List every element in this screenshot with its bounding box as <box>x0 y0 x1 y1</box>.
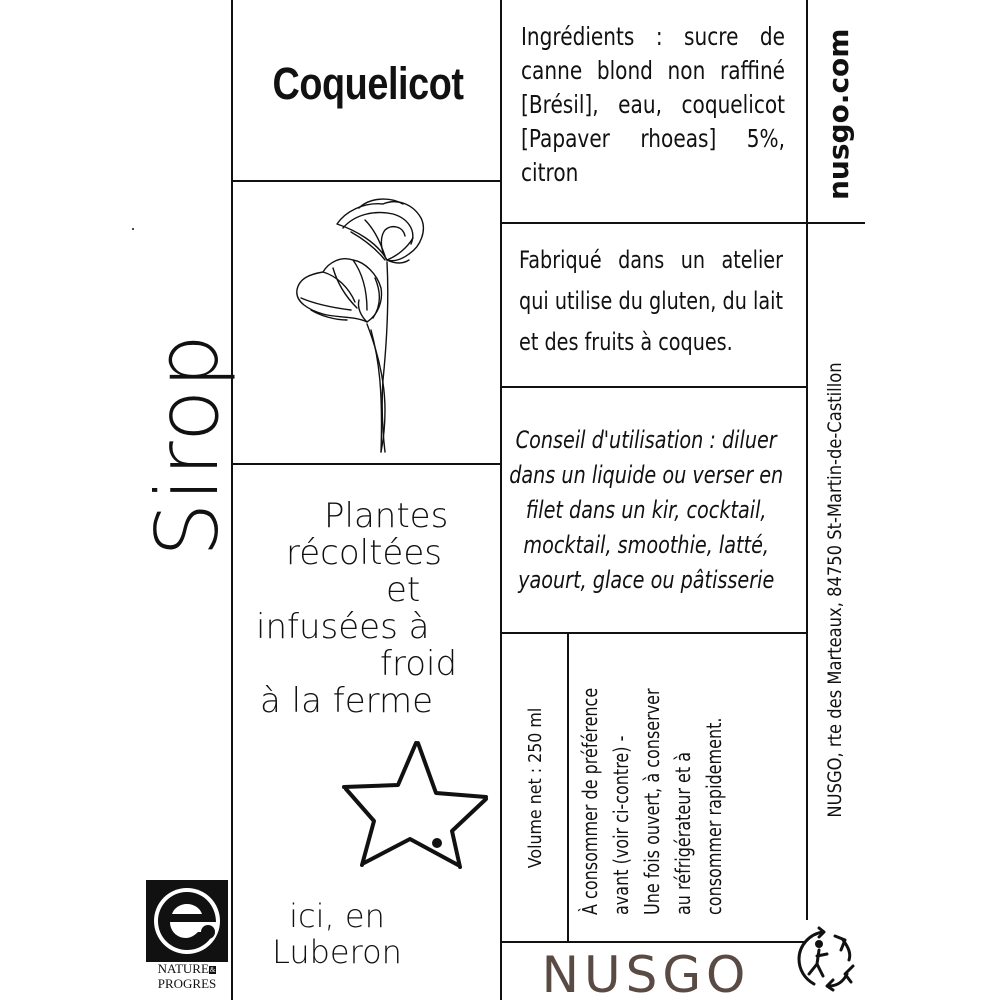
bottom-divider <box>501 941 806 943</box>
certification-line2: PROGRES <box>157 976 217 992</box>
nature-et-progres-logo-icon <box>146 880 228 962</box>
volume-divider <box>567 633 569 941</box>
certification-label <box>146 962 228 991</box>
storage-line: consommer rapidement. <box>702 717 726 915</box>
product-name: Coquelicot <box>272 58 464 109</box>
flower-divider <box>233 463 500 465</box>
usage-advice: Conseil d'utilisation : diluer dans un liquide ou verser en filet dans un kir, cocktail, mocktail, smoothie, latté, yaourt, glace ou pâtisserie <box>509 426 784 594</box>
origin-text <box>252 898 422 970</box>
ingredients-divider <box>501 222 865 224</box>
tagline-line: Plantes <box>324 496 449 536</box>
center-vertical-rule <box>500 0 502 1000</box>
certification-amp: & <box>209 966 216 975</box>
producer-address: NUSGO, rte des Marteaux, 84750 St-Martin-de-Castillon <box>824 362 846 818</box>
brand-name: NUSGO <box>541 946 751 1004</box>
origin-line: ici, en <box>289 897 385 935</box>
storage-line: avant (voir ci-contre) - <box>609 735 633 915</box>
tagline-line: froid <box>380 644 458 684</box>
right-vertical-rule-lower <box>806 225 808 920</box>
website-link[interactable]: nusgo.com <box>822 28 855 200</box>
star-outline-logo-icon <box>340 735 495 870</box>
storage-line: au réfrigérateur et à <box>671 751 695 915</box>
tagline-line: et <box>386 570 421 610</box>
allergen-statement: Fabriqué dans un atelier qui utilise du gluten, du lait et des fruits à coques. <box>519 246 783 356</box>
tagline <box>238 498 472 720</box>
ingredients-text: Ingrédients : sucre de canne blond non raffiné [Brésil], eau, coquelicot [Papaver rhoeas] 5%, citron <box>521 22 786 187</box>
tagline-line: à la ferme <box>260 681 434 721</box>
allergens-divider <box>501 386 806 388</box>
certification-line1: NATURE <box>157 961 209 976</box>
storage-line: À consommer de préférence <box>578 687 602 915</box>
origin-line: Luberon <box>272 933 402 971</box>
triman-recycling-icon <box>793 926 859 992</box>
storage-line: Une fois ouvert, à conserver <box>640 688 664 915</box>
nature-et-progres-logo <box>146 880 228 991</box>
net-volume: Volume net : 250 ml <box>525 707 546 869</box>
tagline-line: infusées à <box>256 607 430 647</box>
right-vertical-rule <box>806 0 808 225</box>
poppy-illustration-icon <box>285 190 435 455</box>
storage-instructions <box>575 625 765 915</box>
tagline-line: récoltées <box>286 533 442 573</box>
category-title: Sirop <box>138 332 238 558</box>
stray-dot <box>132 228 134 230</box>
header-divider <box>233 180 500 182</box>
